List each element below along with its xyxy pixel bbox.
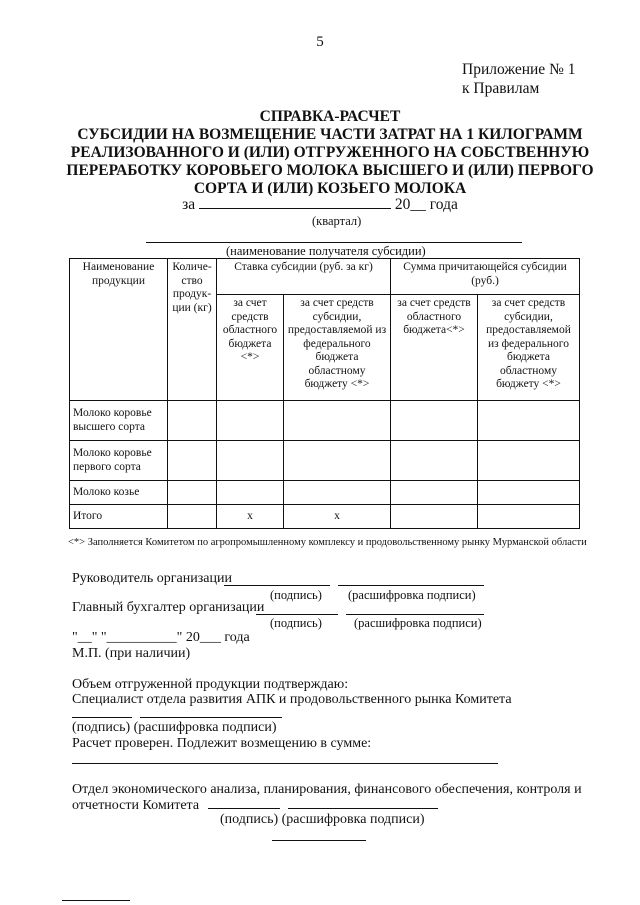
specialist-signature-field[interactable] [72,717,132,718]
head-signature-caption: (подпись) [270,588,322,602]
table-row [70,401,580,441]
appendix-line-2: к Правилам [462,80,540,97]
specialist-decode-field[interactable] [140,717,282,718]
head-signature-field[interactable] [224,585,330,586]
department-signature-field[interactable] [208,808,280,809]
row-label: Молоко коровье высшего сорта [70,401,168,441]
header-sum-regional: за счет средств областного бюджета<*> [391,295,478,401]
table-cell[interactable] [391,505,478,529]
header-rate-regional: за счет средств областного бюджета <*> [217,295,284,401]
table-cell[interactable] [391,401,478,441]
page-number: 5 [316,34,324,50]
period-prefix: за [182,196,196,213]
reimbursement-amount-field[interactable] [72,763,498,764]
specialist-caption: (подпись) (расшифровка подписи) [72,720,277,735]
title-line-1: СПРАВКА-РАСЧЕТ [259,108,401,125]
title-line-4: ПЕРЕРАБОТКУ КОРОВЬЕГО МОЛОКА ВЫСШЕГО И (ИЛИ) ПЕРВОГО [66,162,594,179]
recipient-caption: (наименование получателя субсидии) [226,244,426,258]
period-year: 20__ года [394,196,458,213]
accountant-signature-caption: (подпись) [270,616,322,630]
quarter-caption: (квартал) [312,214,362,228]
header-rate-federal: за счет средств субсидии, предоставляемой из федерального бюджета областному бюджету <*> [284,295,391,401]
accountant-decode-field[interactable] [346,614,484,615]
table-cell[interactable] [284,441,391,481]
title-line-3: РЕАЛИЗОВАННОГО И (ИЛИ) ОТГРУЖЕННОГО НА СОБСТВЕННУЮ [70,144,590,161]
checked-label: Расчет проверен. Подлежит возмещению в сумме: [72,736,372,751]
table-cell[interactable] [168,481,217,505]
table-cell[interactable] [217,441,284,481]
head-decode-field[interactable] [338,585,484,586]
period-line [0,196,640,214]
recipient-name-field[interactable] [146,242,522,243]
row-label: Молоко коровье первого сорта [70,441,168,481]
table-cell[interactable] [391,441,478,481]
table-cell[interactable] [168,441,217,481]
department-line-1: Отдел экономического анализа, планирования, финансового обеспечения, контроля и [72,782,582,797]
accountant-decode-caption: (расшифровка подписи) [354,616,482,630]
confirmation-line-1: Объем отгруженной продукции подтверждаю: [72,677,349,692]
quarter-field[interactable] [199,196,391,209]
closing-divider [272,840,366,841]
stamp-label: М.П. (при наличии) [72,646,191,661]
head-decode-caption: (расшифровка подписи) [348,588,476,602]
table-cell[interactable] [168,505,217,529]
table-cell[interactable] [478,441,580,481]
table-cell[interactable] [478,505,580,529]
table-row [70,441,580,481]
total-label: Итого [70,505,168,529]
head-label: Руководитель организации [72,571,232,586]
table-cell[interactable] [284,401,391,441]
table-cell[interactable] [217,401,284,441]
header-sum: Сумма причитающейся субсидии (руб.) [391,259,580,295]
table-row-total [70,505,580,529]
header-quantity: Количе-ство продук-ции (кг) [168,259,217,401]
department-decode-field[interactable] [288,808,438,809]
table-cell[interactable] [284,481,391,505]
appendix-line-1: Приложение № 1 [462,61,576,78]
table-cell[interactable] [391,481,478,505]
title-line-5: СОРТА И (ИЛИ) КОЗЬЕГО МОЛОКА [193,180,467,197]
header-product-name: Наименование продукции [70,259,168,401]
footnote: <*> Заполняется Комитетом по агропромышленному комплексу и продовольственному рынку Мурманской области [68,537,587,548]
header-rate: Ставка субсидии (руб. за кг) [217,259,391,295]
table-cell[interactable] [478,481,580,505]
table-row [70,481,580,505]
confirmation-line-2: Специалист отдела развития АПК и продовольственного рынка Комитета [72,692,512,707]
appendix-reference [462,60,575,98]
table-cell[interactable] [217,481,284,505]
title-line-2: СУБСИДИИ НА ВОЗМЕЩЕНИЕ ЧАСТИ ЗАТРАТ НА 1 КИЛОГРАММ [77,126,583,143]
table-cell[interactable] [478,401,580,441]
total-rate-regional-x: x [217,505,284,529]
row-label: Молоко козье [70,481,168,505]
accountant-signature-field[interactable] [256,614,338,615]
subsidy-calculation-table [69,258,580,529]
table-cell[interactable] [168,401,217,441]
department-caption: (подпись) (расшифровка подписи) [220,812,425,827]
date-line[interactable]: "__" "__________" 20___ года [72,630,250,645]
total-rate-federal-x: x [284,505,391,529]
header-sum-federal: за счет средств субсидии, предоставляемой из федерального бюджета областному бюджету <*> [478,295,580,401]
page-footer-divider [62,900,130,901]
accountant-label: Главный бухгалтер организации [72,600,265,615]
document-title [60,108,600,198]
department-line-2: отчетности Комитета [72,798,200,813]
